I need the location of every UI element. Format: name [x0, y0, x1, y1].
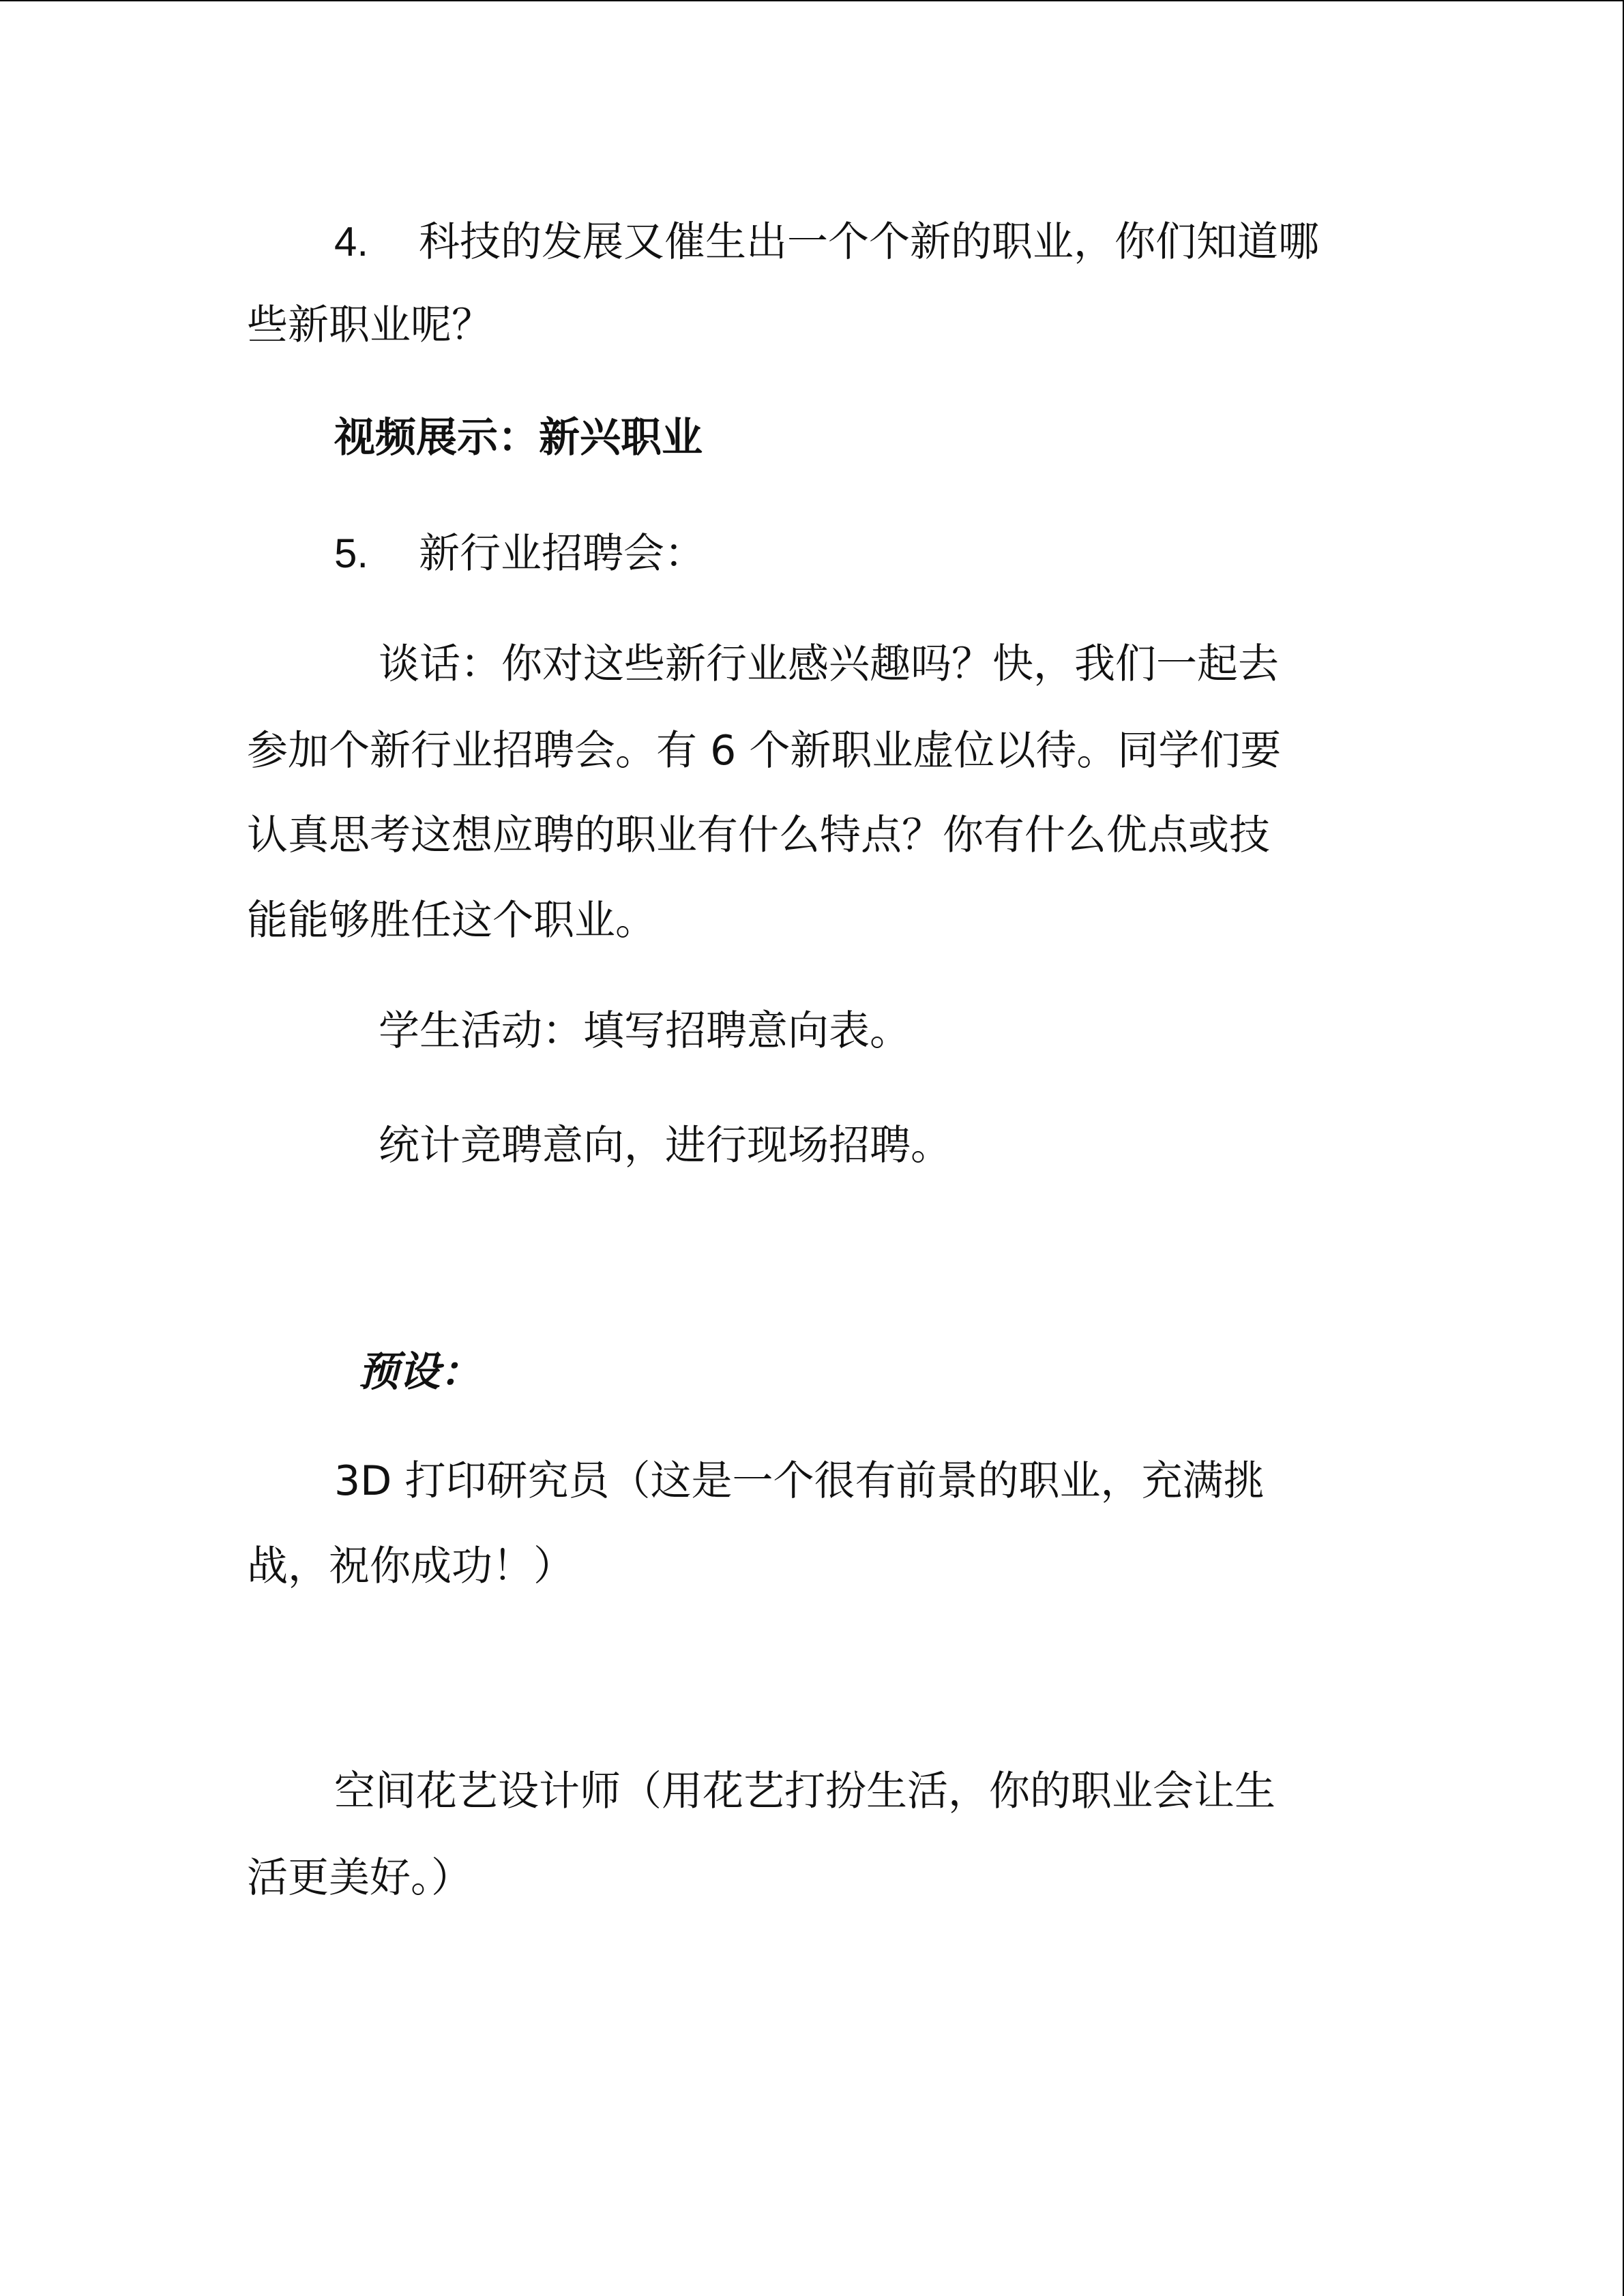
- job-1-line-2: 战，祝你成功！）: [247, 1542, 574, 1590]
- talk-line-4: 能能够胜任这个职业。: [247, 897, 656, 944]
- item-5-line: [334, 530, 705, 578]
- talk-line-2: 参加个新行业招聘会。有 6 个新职业虚位以待。同学们要: [247, 727, 1282, 775]
- preset-label: 预设：: [358, 1348, 481, 1396]
- statistics-line: 统计竞聘意向，进行现场招聘。: [379, 1122, 951, 1169]
- talk-line-3: 认真思考这想应聘的职业有什么特点？你有什么优点或技: [247, 811, 1270, 859]
- item-4-text: 科技的发展又催生出一个个新的职业，你们知道哪: [419, 218, 1319, 266]
- item-4-number: 4.: [334, 219, 369, 265]
- job-2-line-2: 活更美好。）: [247, 1854, 472, 1902]
- item-4-line-2: 些新职业呢？: [247, 301, 492, 349]
- item-4-line-1: [334, 218, 1319, 266]
- video-heading: 视频展示：新兴职业: [334, 414, 703, 462]
- item-5-number: 5.: [334, 531, 369, 576]
- job-2-line-1: 空间花艺设计师（用花艺打扮生活，你的职业会让生: [334, 1768, 1275, 1815]
- talk-line-1: 谈话：你对这些新行业感兴趣吗？快，我们一起去: [379, 640, 1279, 688]
- job-1-line-1: 3D 打印研究员（这是一个很有前景的职业，充满挑: [334, 1457, 1265, 1505]
- student-activity: 学生活动：填写招聘意向表。: [379, 1007, 911, 1055]
- item-5-text: 新行业招聘会：: [419, 530, 705, 578]
